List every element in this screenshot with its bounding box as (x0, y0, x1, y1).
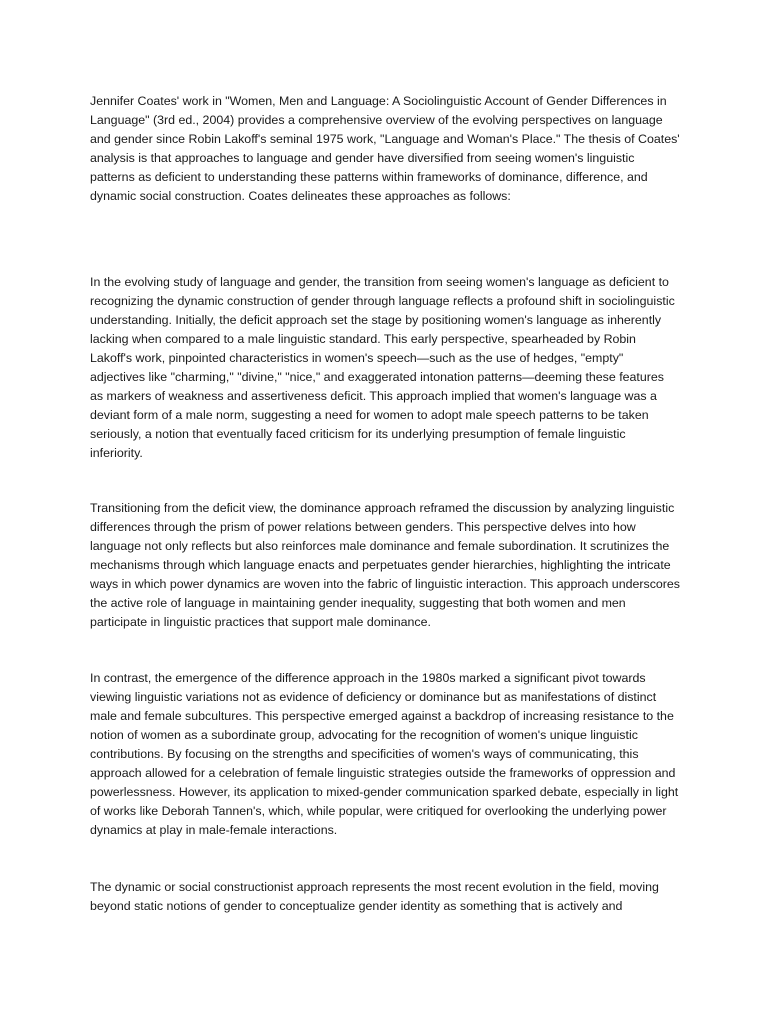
paragraph-intro: Jennifer Coates' work in "Women, Men and Language: A Sociolinguistic Account of Gender Differences in Language" (3rd ed., 2004) provides a comprehensive overview of the evolving perspectives on language and gender since Robin Lakoff's seminal 1975 work, "Language and Woman's Place." The thesis of Coates' analysis is that approaches to language and gender have diversified from seeing women's linguistic patterns as deficient to understanding these patterns within frameworks of dominance, difference, and dynamic social construction. Coates delineates these approaches as follows: (90, 94, 680, 203)
paragraph-dynamic-approach: The dynamic or social constructionist approach represents the most recent evolution in the field, moving beyond static notions of gender to conceptualize gender identity as something that is actively and (90, 880, 659, 913)
paragraph-difference-approach: In contrast, the emergence of the difference approach in the 1980s marked a significant pivot towards viewing linguistic variations not as evidence of deficiency or dominance but as manifestations of distinct male and female subcultures. This perspective emerged against a backdrop of increasing resistance to the notion of women as a subordinate group, advocating for the recognition of women's unique linguistic contributions. By focusing on the strengths and specificities of women's ways of communicating, this approach allowed for a celebration of female linguistic strategies outside the frameworks of oppression and powerlessness. However, its application to mixed-gender communication sparked debate, especially in light of works like Deborah Tannen's, which, while popular, were critiqued for overlooking the underlying power dynamics at play in male-female interactions. (90, 671, 679, 837)
paragraph-deficit-approach: In the evolving study of language and gender, the transition from seeing women's language as deficient to recognizing the dynamic construction of gender through language reflects a profound shift in sociolinguistic understanding. Initially, the deficit approach set the stage by positioning women's language as inherently lacking when compared to a male linguistic standard. This early perspective, spearheaded by Robin Lakoff's work, pinpointed characteristics in women's speech—such as the use of hedges, "empty" adjectives like "charming," "divine," "nice," and exaggerated intonation patterns—deeming these features as markers of weakness and assertiveness deficit. This approach implied that women's language was a deviant form of a male norm, suggesting a need for women to adopt male speech patterns to be taken seriously, a notion that eventually faced criticism for its underlying presumption of female linguistic inferiority. (90, 275, 675, 460)
paragraph-dominance-approach: Transitioning from the deficit view, the dominance approach reframed the discussion by analyzing linguistic differences through the prism of power relations between genders. This perspective delves into how language not only reflects but also reinforces male dominance and female subordination. It scrutinizes the mechanisms through which language enacts and perpetuates gender hierarchies, highlighting the intricate ways in which power dynamics are woven into the fabric of linguistic interaction. This approach underscores the active role of language in maintaining gender inequality, suggesting that both women and men participate in linguistic practices that support male dominance. (90, 501, 680, 629)
